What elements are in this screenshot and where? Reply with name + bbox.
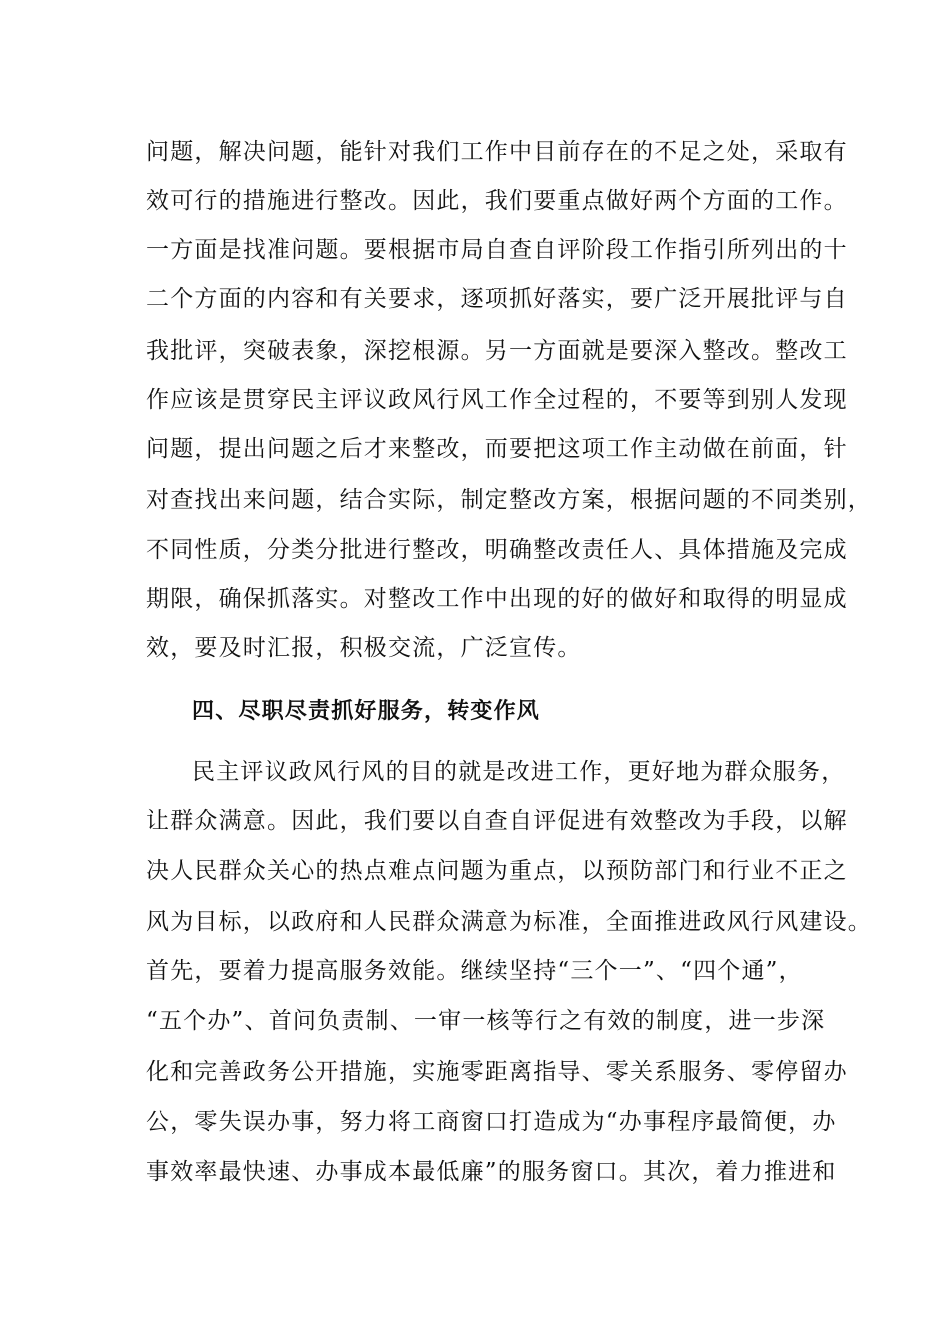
paragraph-line: 对查找出来问题，结合实际，制定整改方案，根据问题的不同类别，	[146, 487, 872, 513]
paragraph-line: 作应该是贯穿民主评议政风行风工作全过程的，不要等到别人发现	[146, 387, 848, 413]
paragraph-line: 让群众满意。因此，我们要以自查自评促进有效整改为手段，以解	[146, 808, 848, 834]
paragraph-line: 效可行的措施进行整改。因此，我们要重点做好两个方面的工作。	[146, 188, 848, 214]
paragraph-line: 首先，要着力提高服务效能。继续坚持“三个一”、“四个通”，	[146, 958, 803, 984]
paragraph-line: 我批评，突破表象，深挖根源。另一方面就是要深入整改。整改工	[146, 338, 848, 364]
paragraph-line: 不同性质，分类分批进行整改，明确整改责任人、具体措施及完成	[146, 537, 848, 563]
section-heading: 四、尽职尽责抓好服务，转变作风	[192, 699, 541, 724]
paragraph-line: 一方面是找准问题。要根据市局自查自评阶段工作指引所列出的十	[146, 237, 848, 263]
paragraph-line: 化和完善政务公开措施，实施零距离指导、零关系服务、零停留办	[146, 1059, 848, 1085]
paragraph-line: 效，要及时汇报，积极交流，广泛宣传。	[146, 635, 582, 661]
paragraph-line: 问题，提出问题之后才来整改，而要把这项工作主动做在前面，针	[146, 436, 848, 462]
paragraph-line: “五个办”、首问负责制、一审一核等行之有效的制度，进一步深	[146, 1008, 826, 1034]
paragraph-line: 事效率最快速、办事成本最低廉”的服务窗口。其次，着力推进和	[146, 1159, 837, 1185]
paragraph-line: 期限，确保抓落实。对整改工作中出现的好的做好和取得的明显成	[146, 586, 848, 612]
paragraph-line: 二个方面的内容和有关要求，逐项抓好落实，要广泛开展批评与自	[146, 286, 848, 312]
paragraph-line: 公，零失误办事，努力将工商窗口打造成为“办事程序最简便，办	[146, 1109, 837, 1135]
paragraph-line: 问题，解决问题，能针对我们工作中目前存在的不足之处，采取有	[146, 139, 848, 165]
paragraph-line: 决人民群众关心的热点难点问题为重点，以预防部门和行业不正之	[146, 858, 848, 884]
paragraph-line: 风为目标，以政府和人民群众满意为标准，全面推进政风行风建设。	[146, 909, 872, 935]
paragraph-line: 民主评议政风行风的目的就是改进工作，更好地为群众服务，	[192, 759, 846, 785]
